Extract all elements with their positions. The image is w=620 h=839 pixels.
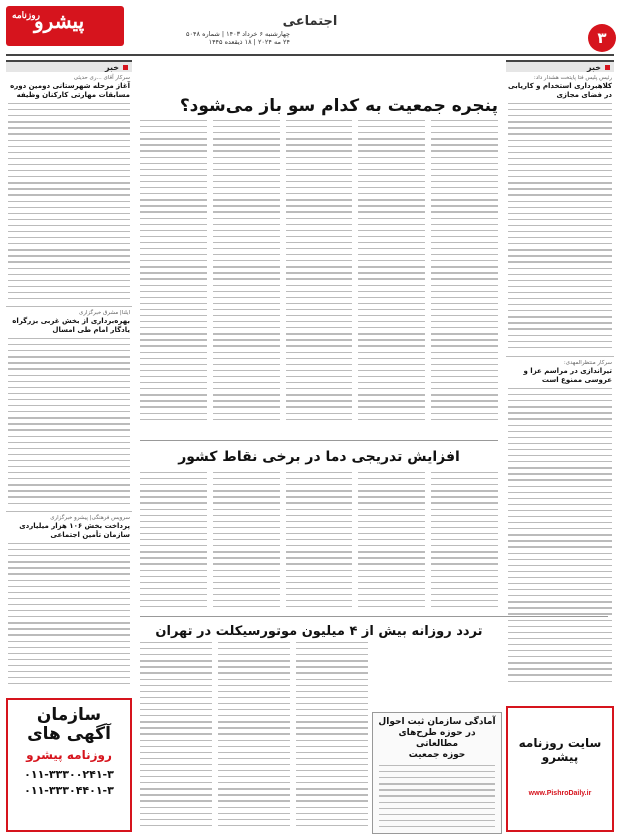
item-body	[508, 388, 612, 688]
middle-column	[140, 472, 207, 614]
middle-column	[431, 472, 498, 614]
lead-column	[286, 120, 353, 436]
item-title: بهره‌برداری از بخش غربی بزرگراه یادگار امام طی امسال	[12, 317, 130, 334]
date-line-1: چهارشنبه ۶ خرداد ۱۴۰۳ | شماره ۵۰۴۸	[186, 30, 290, 38]
ad-phone-2: ۰۱۱-۳۳۳۰۴۴۰۱-۳	[24, 784, 114, 797]
item-title: تیراندازی در مراسم عزا و عروسی ممنوع است	[523, 367, 612, 384]
bullet-icon	[123, 65, 128, 70]
page-number: ۳	[588, 24, 616, 52]
notice-title-line2: در حوزه طرح‌های مطالعاتی	[398, 728, 476, 749]
bottom-column	[140, 642, 212, 832]
left-column-head: خبر	[6, 60, 132, 72]
item-body	[8, 543, 130, 693]
lead-body	[140, 120, 498, 436]
section-title: اجتماعی	[282, 14, 338, 29]
logo-main: پیشرو	[34, 9, 85, 33]
item-title: آغاز مرحله شهرستانی دومین دوره مسابقات مهارتی کارکنان وظیفه	[10, 82, 130, 99]
item-kicker: سرویس فرهنگی| پیشرو خبرگزاری	[50, 515, 130, 521]
notice-title-line3: حوزه جمعیت	[408, 750, 466, 760]
middle-column	[358, 472, 425, 614]
advertising-ad-box	[6, 698, 132, 832]
lead-title: پنجره جمعیت به کدام سو باز می‌شود؟	[179, 96, 498, 116]
website-ad-box	[506, 706, 614, 832]
item-title: پرداخت بخش ۱۰۶ هزار میلیاردی سازمان تأمین اجتماعی	[19, 522, 130, 539]
website-url[interactable]: www.PishroDaily.ir	[528, 790, 592, 797]
lead-column	[213, 120, 280, 436]
middle-column	[286, 472, 353, 614]
left-item-3	[6, 512, 132, 696]
right-news-column	[506, 60, 614, 700]
left-item-2	[6, 307, 132, 511]
bullet-icon	[605, 65, 610, 70]
notice-box	[372, 712, 502, 834]
right-item-1	[506, 72, 614, 356]
ad-phone-1: ۰۱۱-۳۳۳۰۰۲۴۱-۳	[24, 768, 114, 781]
right-item-2	[506, 357, 614, 691]
website-ad-title: سایت روزنامه پیشرو	[518, 736, 602, 764]
ad-title-line3: روزنامه پیشرو	[26, 748, 112, 762]
date-line-2: ۲۴ مه ۲۰۲۴ | ۱۸ ذیقعده ۱۴۴۵	[208, 38, 290, 46]
bottom-story-body	[140, 642, 368, 832]
item-body	[508, 103, 612, 353]
item-kicker: سرکار آقای ...ری حدیثی	[73, 75, 130, 81]
right-column-head: خبر	[506, 60, 614, 72]
ad-title-line2: آگهی های	[27, 724, 111, 744]
item-title: کلاهبرداری استخدام و کاریابی در فضای مجازی	[507, 82, 612, 99]
ad-title-line1: سازمان	[36, 705, 102, 725]
middle-story-body	[140, 472, 498, 614]
item-body	[8, 103, 130, 303]
bottom-column	[296, 642, 368, 832]
left-item-1	[6, 72, 132, 306]
middle-column	[213, 472, 280, 614]
bottom-story-title: تردد روزانه بیش از ۴ میلیون موتورسیکلت در تهران	[155, 624, 483, 639]
newspaper-logo	[6, 6, 124, 46]
header-rule	[6, 54, 614, 56]
item-kicker: سرکار منتظرالمهدی:	[563, 360, 612, 366]
section-divider	[140, 440, 498, 441]
item-body	[8, 338, 130, 508]
lead-column	[358, 120, 425, 436]
notice-title-line1: آمادگی سازمان ثبت احوال	[378, 717, 496, 727]
notice-body	[373, 763, 501, 839]
lead-column	[431, 120, 498, 436]
item-kicker: رئیس پلیس فتا پایتخت هشدار داد:	[533, 75, 612, 81]
middle-story-title: افزایش تدریجی دما در برخی نقاط کشور	[178, 449, 460, 465]
logo-prefix: روزنامه	[12, 11, 40, 21]
left-news-column	[6, 60, 132, 690]
date-line	[130, 30, 290, 46]
bottom-column	[218, 642, 290, 832]
item-kicker: ایلنا| مشرق خبرگزاری	[79, 310, 130, 316]
page-header	[0, 0, 620, 54]
lead-column	[140, 120, 207, 436]
